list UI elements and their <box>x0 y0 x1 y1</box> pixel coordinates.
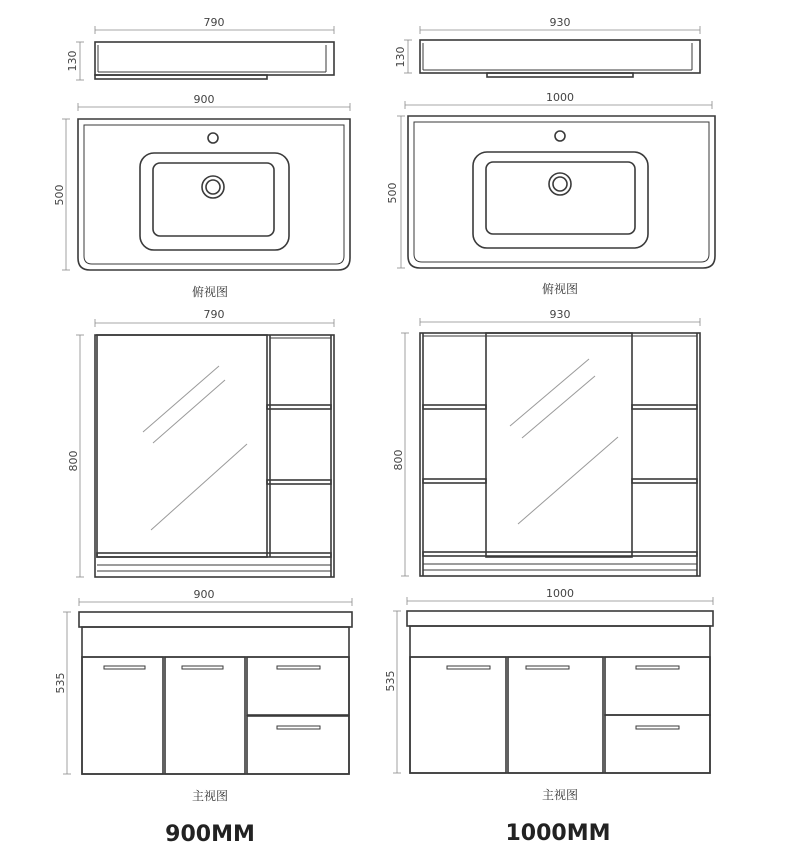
left-top-view-label: 俯视图 <box>191 285 229 299</box>
right-top-depth-dim: 500 <box>386 182 399 204</box>
left-mirror-top-view <box>66 16 334 80</box>
left-mirror-height-dim: 800 <box>67 450 80 472</box>
left-mirror-cabinet-front-view <box>67 308 334 577</box>
left-size-label: 900MM <box>165 822 255 847</box>
left-mirror-width-dim: 790 <box>203 308 225 321</box>
left-cabinet-front-view <box>54 588 352 803</box>
left-cabinet-width-dim: 900 <box>193 588 215 601</box>
right-top-width-dim: 1000 <box>546 91 574 104</box>
right-cabinet-height-dim: 535 <box>384 670 397 692</box>
right-mirror-cabinet-front-view <box>392 308 700 576</box>
left-basin-top-view <box>53 93 350 299</box>
left-mirror-top-height-dim: 130 <box>66 50 79 72</box>
right-top-view-label: 俯视图 <box>541 282 579 296</box>
left-top-depth-dim: 500 <box>53 184 66 206</box>
left-top-width-dim: 900 <box>193 93 215 106</box>
right-mirror-top-height-dim: 130 <box>394 46 407 68</box>
right-mirror-top-width-dim: 930 <box>549 16 571 29</box>
right-mirror-top-view <box>394 16 700 77</box>
right-front-view-label: 主视图 <box>541 788 579 802</box>
right-cabinet-width-dim: 1000 <box>546 587 574 600</box>
right-mirror-width-dim: 930 <box>549 308 571 321</box>
left-cabinet-height-dim: 535 <box>54 672 67 694</box>
left-front-view-label: 主视图 <box>191 789 229 803</box>
right-size-label: 1000MM <box>505 821 611 846</box>
right-cabinet-front-view <box>384 587 713 802</box>
left-mirror-top-width-dim: 790 <box>203 16 225 29</box>
right-mirror-height-dim: 800 <box>392 449 405 471</box>
right-basin-top-view <box>386 91 715 296</box>
